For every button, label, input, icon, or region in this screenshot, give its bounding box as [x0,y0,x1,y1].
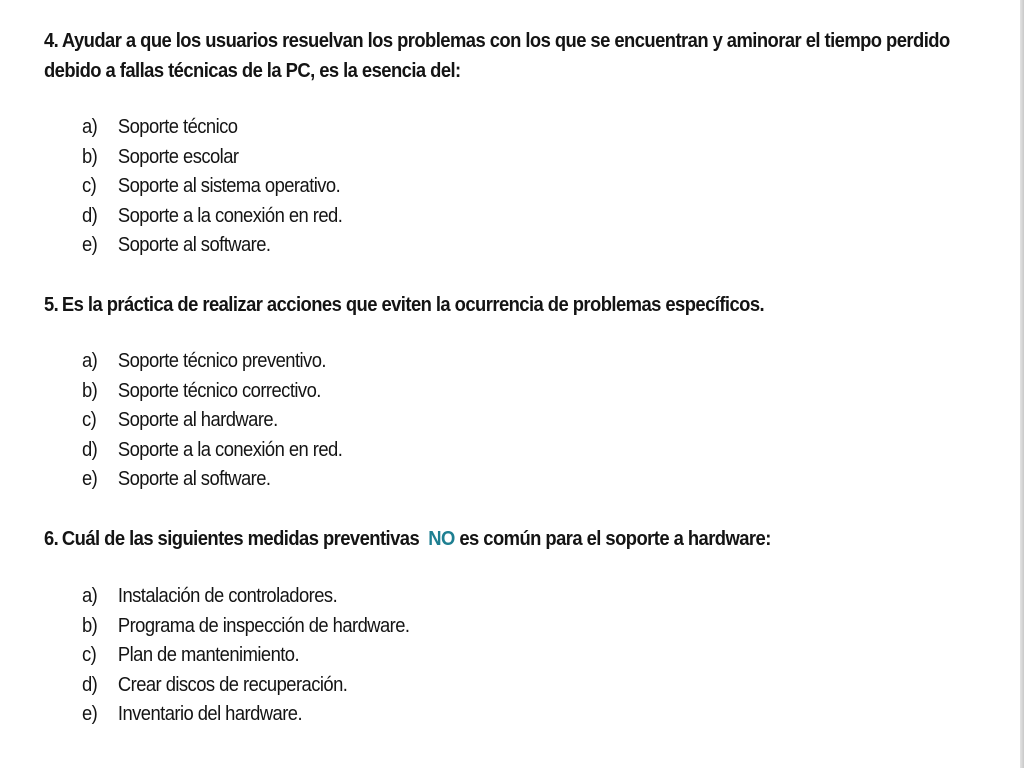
option-text: Soporte al software. [117,468,271,490]
option-text: Crear discos de recuperación. [117,673,348,696]
question-6 [44,524,979,725]
option-text: Inventario del hardware. [117,703,303,725]
question-6-title [44,524,973,554]
option-letter: b) [82,379,98,402]
page-edge [1020,0,1024,768]
option-letter: e) [82,703,98,725]
question-4-number: 4. [44,30,59,52]
question-6-option-d[interactable] [82,671,410,701]
question-6-option-e[interactable] [82,700,410,730]
option-text: Soporte técnico correctivo. [117,379,321,402]
option-text: Soporte técnico preventivo. [117,350,326,372]
question-5 [44,290,979,490]
option-text: Soporte al software. [117,234,271,256]
question-6-option-a[interactable] [82,582,410,612]
question-6-option-c[interactable] [82,641,410,671]
question-6-option-b[interactable] [82,612,410,642]
option-letter: a) [82,585,98,607]
option-text: Soporte técnico [117,116,238,138]
question-5-option-c[interactable] [82,406,342,436]
question-5-option-e[interactable] [82,465,342,495]
question-5-option-a[interactable] [82,347,342,377]
question-4-option-e[interactable] [82,231,342,261]
option-letter: d) [82,673,98,696]
question-5-option-b[interactable] [82,377,342,407]
option-text: Programa de inspección de hardware. [117,614,410,637]
option-letter: b) [82,145,98,168]
option-letter: a) [82,350,98,372]
question-6-text-before: Cuál de las siguientes medidas preventivas [61,528,420,550]
question-6-number: 6. [44,528,59,550]
option-text: Soporte a la conexión en red. [117,438,343,461]
option-letter: d) [82,204,98,227]
question-4-option-b[interactable] [82,143,342,173]
option-letter: a) [82,116,98,138]
question-4 [44,26,979,256]
question-5-number: 5. [44,294,59,316]
question-4-options [82,113,365,261]
option-letter: d) [82,438,98,461]
question-5-options [82,347,365,495]
option-text: Plan de mantenimiento. [117,644,300,666]
question-6-text-after: es común para el soporte a hardware: [459,528,771,550]
option-text: Soporte escolar [117,145,239,168]
question-5-option-d[interactable] [82,436,342,466]
option-text: Instalación de controladores. [117,585,338,607]
option-letter: c) [82,409,97,431]
question-4-option-c[interactable] [82,172,342,202]
option-letter: e) [82,234,98,256]
question-4-text: Ayudar a que los usuarios resuelvan los problemas con los que se encuentran y aminorar el tiempo perdido debido a fallas técnicas de la PC, es la esencia del: [44,30,950,82]
question-5-text: Es la práctica de realizar acciones que eviten la ocurrencia de problemas específicos. [61,294,765,316]
option-text: Soporte al hardware. [117,409,278,431]
question-4-option-a[interactable] [82,113,342,143]
option-letter: b) [82,614,98,637]
option-letter: e) [82,468,98,490]
question-6-highlight: NO [428,528,455,550]
option-letter: c) [82,175,97,197]
question-4-option-d[interactable] [82,202,342,232]
question-6-options [82,582,438,730]
option-letter: c) [82,644,97,666]
question-5-title [44,290,973,320]
option-text: Soporte a la conexión en red. [117,204,343,227]
question-4-title [44,26,973,86]
option-text: Soporte al sistema operativo. [117,175,341,197]
